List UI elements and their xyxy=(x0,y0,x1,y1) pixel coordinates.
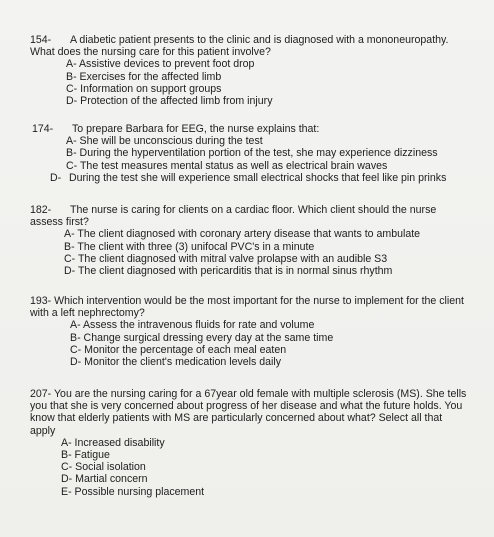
option-c xyxy=(70,344,470,356)
option-list xyxy=(30,58,470,107)
option-letter: D- xyxy=(61,473,73,486)
question-193 xyxy=(30,295,470,368)
option-letter: B- xyxy=(64,240,75,253)
option-text: Protection of the affected limb from injury xyxy=(80,95,273,108)
question-number: 174- xyxy=(32,123,54,135)
option-letter: C- xyxy=(64,252,76,265)
option-text: Assess the intravenous fluids for rate and volume xyxy=(82,319,315,332)
option-text: Information on support groups xyxy=(80,82,222,95)
option-d: D- During the test she will experience small electrical shocks that feel like pin prinks xyxy=(50,171,447,184)
option-text: Possible nursing placement xyxy=(74,485,205,498)
option-a xyxy=(70,319,470,331)
option-a xyxy=(66,58,470,70)
option-text: The test measures mental status as well as electrical brain waves xyxy=(79,159,388,172)
question-174 xyxy=(30,123,470,184)
option-letter: A- xyxy=(64,228,75,241)
option-letter: D- xyxy=(70,356,82,369)
option-text: Assistive devices to prevent foot drop xyxy=(78,58,255,71)
option-b xyxy=(66,71,470,83)
option-letter: C- xyxy=(61,461,73,474)
option-e xyxy=(61,486,470,498)
question-text: To prepare Barbara for EEG, the nurse explains that: xyxy=(72,123,320,135)
question-207 xyxy=(30,388,470,498)
option-text: Monitor the percentage of each meal eaten xyxy=(84,343,287,356)
option-letter: C- xyxy=(70,343,82,356)
option-text: Monitor the client's medication levels daily xyxy=(84,356,282,369)
option-text: During the hyperventilation portion of the test, she may experience dizziness xyxy=(79,147,438,160)
question-text: A diabetic patient presents to the clinic and is diagnosed with a mononeuropathy. What does the nursing care for this patient involve? xyxy=(30,34,449,59)
option-a xyxy=(66,135,470,147)
option-letter: C- xyxy=(66,159,78,172)
option-letter: B- xyxy=(66,70,77,83)
option-letter: B- xyxy=(61,449,72,462)
option-text: During the test she will experience small electrical shocks that feel like pin prinks xyxy=(68,171,447,184)
option-text: She will be unconscious during the test xyxy=(79,135,263,148)
option-b xyxy=(70,332,470,344)
option-c xyxy=(66,160,470,172)
question-text: The nurse is caring for clients on a cardiac floor. Which client should the nurse assess first? xyxy=(30,204,437,229)
option-text: The client with three (3) unifocal PVC's in a minute xyxy=(77,240,315,253)
option-b xyxy=(66,147,470,159)
question-stem xyxy=(30,204,470,228)
option-letter: A- xyxy=(66,58,77,71)
option-d xyxy=(70,356,470,368)
option-letter: E- xyxy=(61,485,72,498)
option-list xyxy=(30,319,470,368)
option-d xyxy=(61,473,470,485)
option-list xyxy=(30,437,470,498)
option-letter: A- xyxy=(66,135,77,148)
option-c xyxy=(61,461,470,473)
question-stem xyxy=(30,295,470,319)
option-letter: C- xyxy=(66,82,78,95)
question-number: 207- xyxy=(30,388,52,400)
option-a xyxy=(61,437,470,449)
option-text: The client diagnosed with coronary artery disease that wants to ambulate xyxy=(77,228,421,241)
option-letter: A- xyxy=(70,319,81,332)
option-text: Exercises for the affected limb xyxy=(79,70,222,83)
option-text: Fatigue xyxy=(74,449,110,462)
option-d xyxy=(66,95,470,107)
option-letter: B- xyxy=(70,331,81,344)
question-stem xyxy=(30,123,470,135)
question-number: 154- xyxy=(30,34,52,46)
option-b xyxy=(61,449,470,461)
option-letter: B- xyxy=(66,147,77,160)
option-text: Change surgical dressing every day at the same time xyxy=(83,331,334,344)
option-c xyxy=(66,83,470,95)
question-number: 182- xyxy=(30,204,52,216)
option-text: Martial concern xyxy=(75,473,148,486)
option-letter: A- xyxy=(61,436,72,449)
question-stem xyxy=(30,34,470,58)
option-d xyxy=(64,265,470,277)
option-list xyxy=(30,135,470,184)
question-154 xyxy=(30,34,470,107)
option-b xyxy=(64,241,470,253)
option-c xyxy=(64,253,470,265)
option-letter: D- xyxy=(66,95,78,108)
option-text: The client diagnosed with pericarditis that is in normal sinus rhythm xyxy=(77,265,393,278)
question-text: Which intervention would be the most important for the nurse to implement for the client with a left nephrectomy? xyxy=(30,295,464,320)
question-stem xyxy=(30,388,470,437)
option-text: The client diagnosed with mitral valve prolapse with an audible S3 xyxy=(77,252,388,265)
option-a xyxy=(64,228,470,240)
option-letter: D- xyxy=(64,265,76,278)
question-182 xyxy=(30,204,470,277)
question-text: You are the nursing caring for a 67year old female with multiple sclerosis (MS). She tells you that she is very concerned about progress of her disease and what the future holds. You know that elderly patients with MS are particularly concerned about what? Select all that apply xyxy=(30,388,467,437)
option-text: Increased disability xyxy=(74,436,165,449)
option-list xyxy=(30,228,470,277)
question-number: 193- xyxy=(30,295,52,307)
option-text: Social isolation xyxy=(75,461,146,474)
